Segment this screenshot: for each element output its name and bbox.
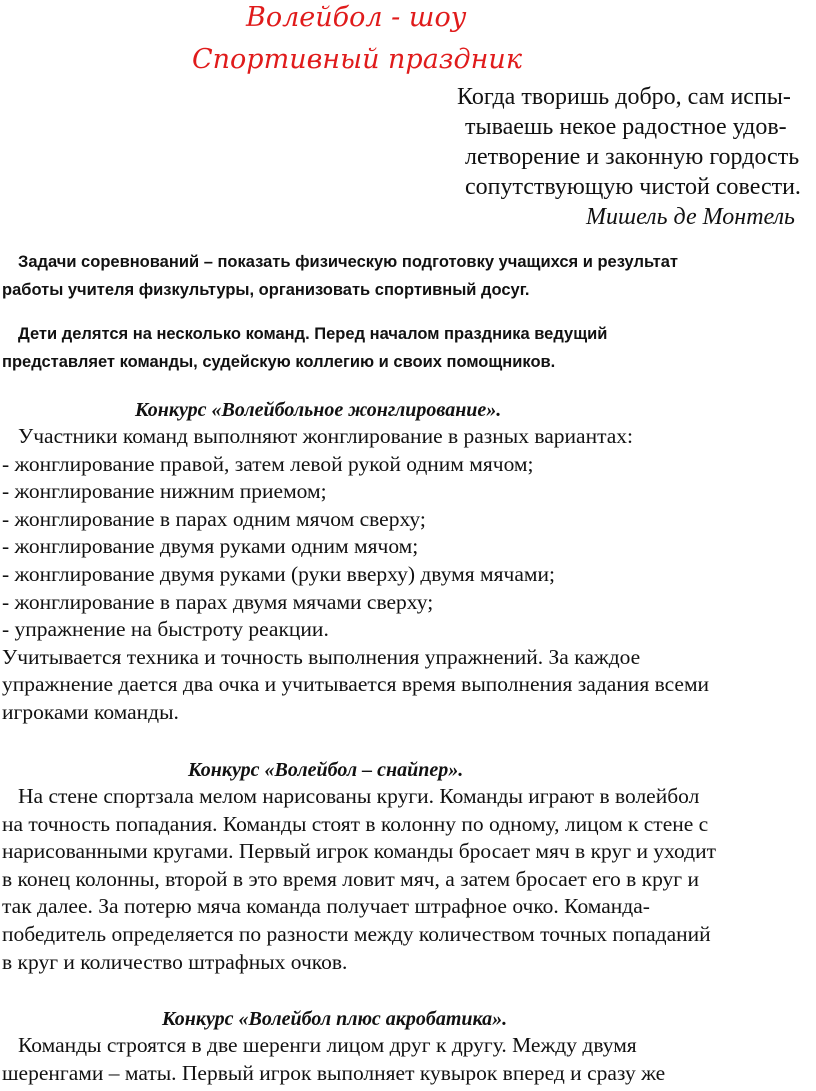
body-line: нарисованными кругами. Первый игрок команды бросает мяч в круг и уходит xyxy=(2,839,716,864)
title-line-2: Спортивный праздник xyxy=(192,44,522,75)
list-item: - упражнение на быстроту реакции. xyxy=(2,617,329,642)
body-line: в круг и количество штрафных очков. xyxy=(2,949,348,974)
epigraph-line: Когда творишь добро, сам испы- xyxy=(457,84,791,110)
body-line: Учитывается техника и точность выполнения упражнений. За каждое xyxy=(2,644,641,669)
epigraph xyxy=(420,82,816,232)
body-line: На стене спортзала мелом нарисованы круги. Команды играют в волейбол xyxy=(18,784,700,808)
epigraph-line: летворение и законную гордость xyxy=(465,144,800,170)
contest-heading-sniper: Конкурс «Волейбол – снайпер». xyxy=(188,759,464,781)
list-item: - жонглирование нижним приемом; xyxy=(2,479,327,504)
contest-body-sniper xyxy=(2,783,816,976)
contest-heading-juggling: Конкурс «Волейбольное жонглирование». xyxy=(135,399,502,421)
list-item: - жонглирование правой, затем левой рукой одним мячом; xyxy=(2,451,534,476)
task-paragraph xyxy=(2,248,802,304)
contest-body-acrobatics xyxy=(2,1032,816,1087)
list-item: - жонглирование двумя руками (руки вверху) двумя мячами; xyxy=(2,561,555,586)
body-line: игроками команды. xyxy=(2,699,179,724)
body-line: Команды строятся в две шеренги лицом друг к другу. Между двумя xyxy=(18,1033,637,1057)
list-item: - жонглирование в парах двумя мячами сверху; xyxy=(2,589,434,614)
paragraph-line: Дети делятся на несколько команд. Перед началом праздника ведущий xyxy=(18,325,608,343)
body-line: победитель определяется по разности между количеством точных попаданий xyxy=(2,921,711,946)
paragraph-line: представляет команды, судейскую коллегию и своих помощников. xyxy=(2,353,556,371)
epigraph-author: Мишель де Монтель xyxy=(586,204,795,230)
paragraph-line: Задачи соревнований – показать физическую подготовку учащихся и результат xyxy=(18,253,678,271)
list-item: - жонглирование в парах одним мячом сверху; xyxy=(2,506,426,531)
body-line: шеренгами – маты. Первый игрок выполняет кувырок вперед и сразу же xyxy=(2,1060,666,1085)
body-line: так далее. За потерю мяча команда получает штрафное очко. Команда- xyxy=(2,894,650,919)
contest-heading-acrobatics: Конкурс «Волейбол плюс акробатика». xyxy=(162,1008,508,1030)
body-line: в конец колонны, второй в это время ловит мяч, а затем бросает его в круг и xyxy=(2,866,699,891)
epigraph-line: тываешь некое радостное удов- xyxy=(465,114,787,140)
epigraph-line: сопутствующую чистой совести. xyxy=(465,174,801,200)
body-line: упражнение дается два очка и учитывается время выполнения задания всеми xyxy=(2,672,710,697)
title-line-1: Волейбол - шоу xyxy=(246,2,467,33)
body-line: на точность попадания. Команды стоят в колонну по одному, лицом к стене с xyxy=(2,811,709,836)
contest-body-juggling xyxy=(2,423,816,727)
teams-paragraph xyxy=(2,320,802,376)
body-line: Участники команд выполняют жонглирование в разных вариантах: xyxy=(18,424,634,448)
list-item: - жонглирование двумя руками одним мячом; xyxy=(2,534,419,559)
paragraph-line: работы учителя физкультуры, организовать спортивный досуг. xyxy=(2,281,530,299)
